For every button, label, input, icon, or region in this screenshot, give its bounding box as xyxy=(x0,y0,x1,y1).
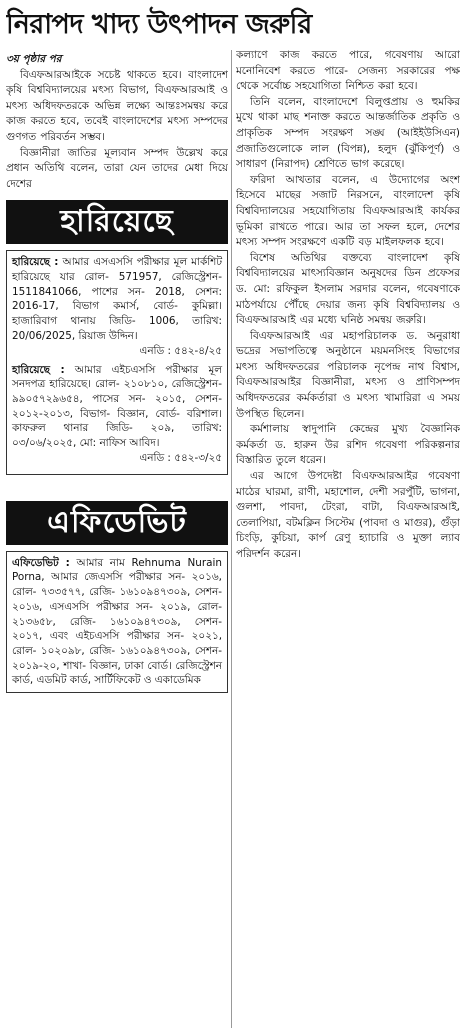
ad-text: আমার নাম Rehnuma Nurain Porna, আমার জেএসসি পরীক্ষার সন- ২০১৬, রোল- ৭৩৩৫৭৭, রেজি- ১৬১০৯৪৭৩০৯, সেশন- ২০১৬, এসএসসি পরীক্ষার সন- ২০১৯, রোল- ২১৩৬৫৮, রেজি- ১৬১০৯৪৭৩০৯, সেশন- ২০১৭, এবং এইচএসসি পরীক্ষার সন- ২০২১, রোল- ১০২০৯৮, রেজি- ১৬১০৯৪৭৩০৯, সেশন- ২০১৯-২০, শাখা- বিজ্ঞান, ঢাকা বোর্ড। রেজিস্ট্রেশন কার্ড, এডমিট কার্ড, সার্টিফিকেট ও একাডেমিক xyxy=(12,556,223,687)
right-column xyxy=(236,48,460,1028)
article-paragraph: বিএফআরআইকে সচেষ্ট থাকতে হবে। বাংলাদেশ কৃষি বিশ্ববিদ্যালয়ের মৎস্য বিভাগ, বিএফআরআই ও মৎস্য অধিদফতরকে অভিন্ন লক্ষ্যে আন্তঃসমন্বয় করে কাজ করতে হবে, তবেই বাংলাদেশের মৎস্য সম্পদের গুণগত পরিবর্তন সম্ভব। xyxy=(6,68,228,143)
column-divider xyxy=(231,50,232,1028)
lost-ads-box xyxy=(6,250,228,474)
continuation-label: ৩য় পৃষ্ঠার পর xyxy=(6,53,62,65)
ad-reference: এনডি : ৫৪২-৪/২৫ xyxy=(139,344,222,357)
classified-ad xyxy=(12,363,222,451)
ad-text: আমার এইচএসসি পরীক্ষার মূল সনদপত্র হারিয়েছে। রোল- ২১০৮১০, রেজিস্ট্রেশন- ৯৯০৫৭২৯৬৫৪, পাসের সন- ২০১৫, সেশন- ২০১২-২০১৩, বিভাগ- বিজ্ঞান, বোর্ড- বরিশাল। কাফরুল থানার জিডি- ২০৯, তারিখ: ০৩/০৬/২০২৫, মো: নাফিস আবিদ। xyxy=(12,363,222,450)
article-paragraph: ফরিদা আখতার বলেন, এ উদ্যোগের অংশ হিসেবে মাছের সজাট নিরসনে, বাংলাদেশ কৃষি বিশ্ববিদ্যালয়ের সহযোগিতায় বিএফআরআই কার্যকর ভূমিকা রাখতে পারে। আর তা সফল হলে, দেশের মৎস্য সম্পদ সংরক্ষণে একটি বড় মাইলফলক হবে। xyxy=(236,173,460,249)
headline: নিরাপদ খাদ্য উৎপাদন জরুরি xyxy=(6,9,312,40)
classified-ad xyxy=(12,255,222,343)
ad-reference: এনডি : ৫৪২-৩/২৫ xyxy=(139,451,222,464)
article-paragraph: তিনি বলেন, বাংলাদেশে বিলুপ্তপ্রায় ও হুমকির মুখে থাকা মাছ শনাক্ত করতে আন্তর্জাতিক প্রকৃতি ও প্রাকৃতিক সম্পদ সংরক্ষণ সঙ্ঘ (আইইউসিএন) প্রজাতিগুলোকে লাল (বিপন্ন), হলুদ (ঝুঁকিপূর্ণ) ও সাধারণ (নিরাপদ) শ্রেণিতে ভাগ করেছে। xyxy=(236,95,460,171)
article-paragraph: বিশেষ অতিথির বক্তব্যে বাংলাদেশ কৃষি বিশ্ববিদ্যালয়ের মাৎস্যবিজ্ঞান অনুষদের ডিন প্রফেসর ড. মো: রফিকুল ইসলাম সরদার বলেন, গবেষণাকে মাঠপর্যায়ে পৌঁছে দেয়ার জন্য কৃষি বিশ্ববিদ্যালয় ও বিএফআরআই এর মধ্যে ঘনিষ্ঠ সমন্বয় জরুরি। xyxy=(236,251,460,327)
affidavit-box xyxy=(6,551,228,693)
article-paragraph: কল্যাণে কাজ করতে পারে, গবেষণায় আরো মনোনিবেশ করতে পারে- সেজন্য সরকারের পক্ষ থেকে সর্বোচ্চ সহযোগিতা নিশ্চিত করা হবে। xyxy=(236,49,460,93)
ad-label: হারিয়েছে : xyxy=(12,256,59,269)
ad-label: এফিডেভিট : xyxy=(12,556,70,569)
article-paragraph: বিজ্ঞানীরা জাতির মূল্যবান সম্পদ উল্লেখ করে প্রধান অতিথি বলেন, তারা যেন তাদের মেধা দিয়ে দেশের xyxy=(6,146,228,190)
article-paragraph: বিএফআরআই এর মহাপরিচালক ড. অনুরাধা ভদ্রের সভাপতিত্বে অনুষ্ঠানে ময়মনসিংহ বিভাগের মৎস্য অধিদফতরের পরিচালক নৃপেন্দ্র নাথ বিশ্বাস, বিএফআরআইর বিজ্ঞানীরা, মৎস্য ও প্রাণিসম্পদ অধিদফতরের কর্মকর্তারা ও মৎস্য খামারিরা এ সময় উপস্থিত ছিলেন। xyxy=(236,329,460,420)
ad-text: আমার এসএসসি পরীক্ষার মূল মার্কশিট হারিয়েছে যার রোল- 571957, রেজিস্ট্রেশন- 1511841066, পাশের সন- 2018, সেশন: 2016-17, বিভাগ কমার্স, বোর্ড- কুমিল্লা। হাজারিবাগ থানায় জিডি- 1006, তারিখ: 20/06/2025, রিয়াজ উদ্দিন। xyxy=(12,256,222,342)
affidavit-ad xyxy=(12,556,222,688)
affidavit-banner: এফিডেভিট xyxy=(6,501,228,545)
article-paragraph: কর্মশালায় স্বাদুপানি কেন্দ্রের মুখ্য বৈজ্ঞানিক কর্মকর্তা ড. হারুন উর রশিদ গবেষণা পরিকল্পনার বিস্তারিত তুলে ধরেন। xyxy=(236,423,460,467)
ad-label: হারিয়েছে : xyxy=(12,363,65,376)
article-paragraph: এর আগে উপদেষ্টা বিএফআরআইর গবেষণা মাঠের ঘারমা, রাণী, মহাশোল, দেশী সরপুঁটি, ভাগনা, গুলশা, পাবদা, টেংরা, বাটা, বিএফআরআই, তেলাপিয়া, বটমক্লিন সিস্টেম (পাবদা ও মাগুর), গুঁড়া চিংড়ি, কুচিয়া, কার্প রেণু হ্যাচারি ও মুক্তা ল্যাব পরিদর্শন করেন। xyxy=(236,470,460,560)
left-column xyxy=(6,52,228,1027)
lost-banner: হারিয়েছে xyxy=(6,200,228,244)
